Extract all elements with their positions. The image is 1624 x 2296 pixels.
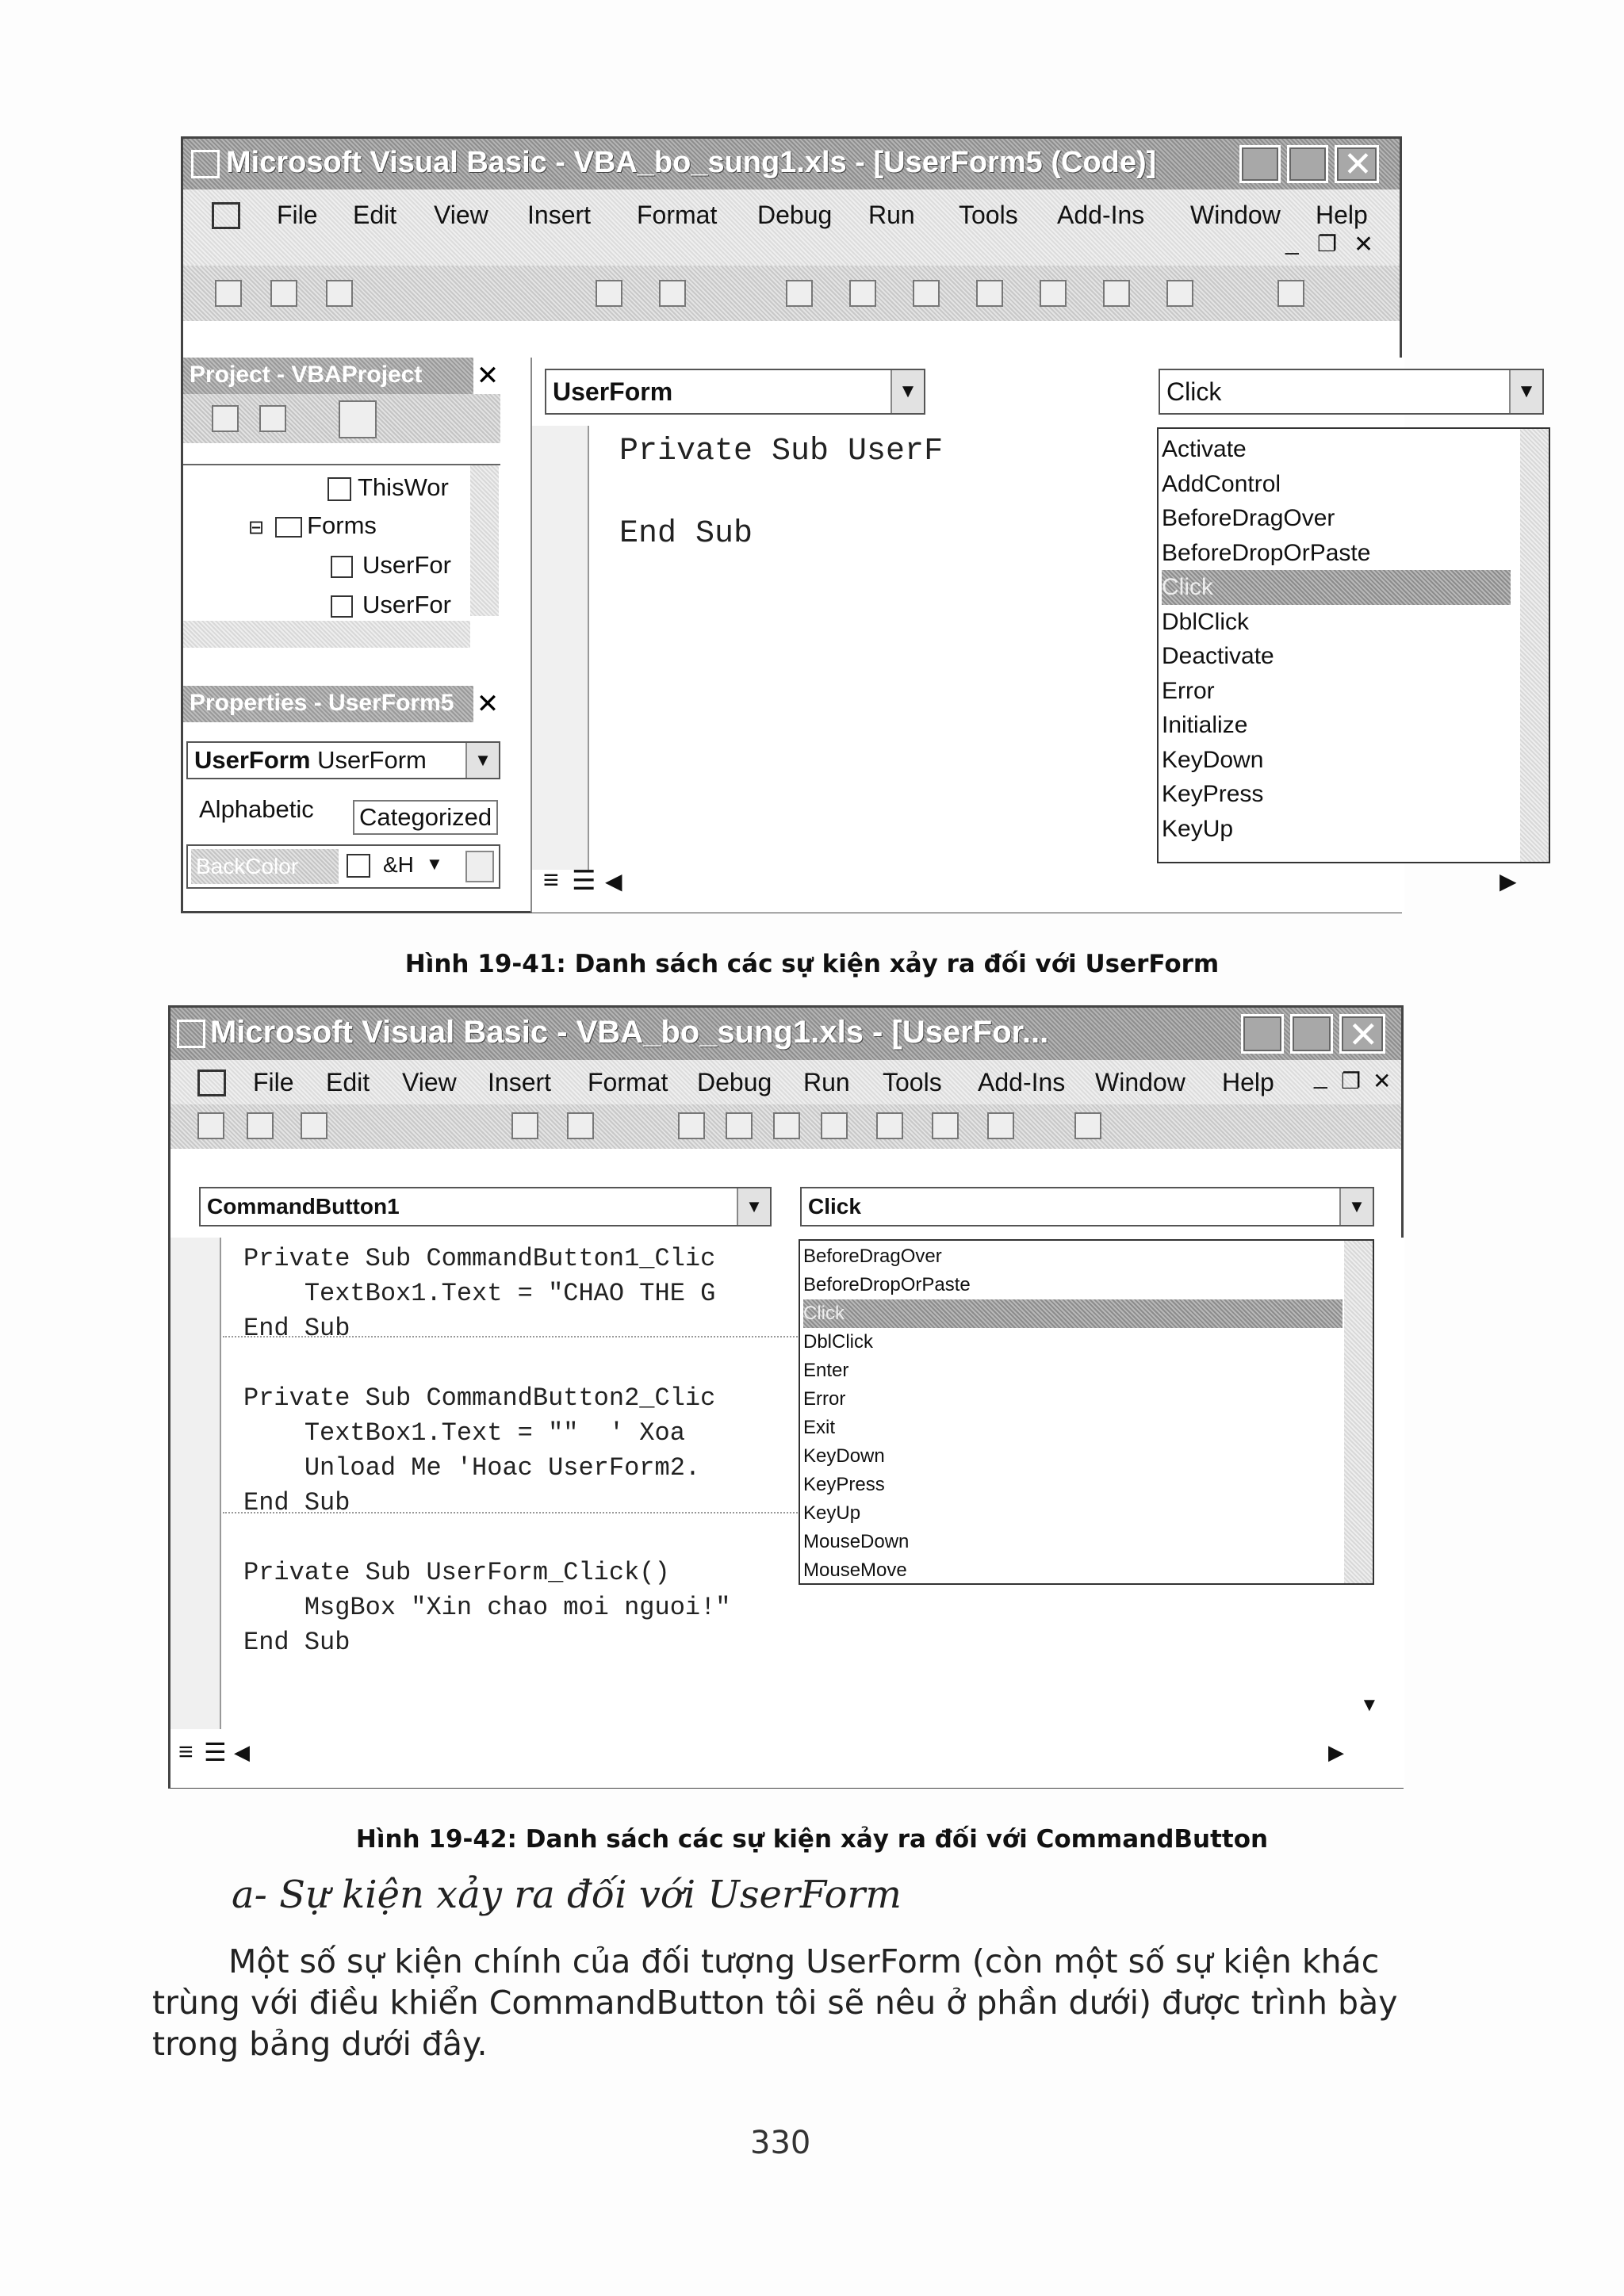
menu-bar [183, 189, 1400, 266]
tree-item-forms[interactable]: ⊟ Forms [248, 511, 377, 539]
save-icon[interactable] [326, 280, 353, 307]
help-icon[interactable] [1277, 280, 1304, 307]
chevron-down-icon[interactable]: ▼ [426, 854, 443, 874]
vba-app-icon [177, 1020, 205, 1048]
standard-toolbar [183, 266, 1400, 321]
menu-run[interactable]: Run [868, 201, 915, 229]
collapse-icon[interactable]: ⊟ [248, 517, 265, 538]
properties-close-icon[interactable]: ✕ [473, 686, 502, 722]
userform-icon [331, 595, 353, 618]
undo-icon[interactable] [659, 280, 686, 307]
chevron-down-icon[interactable]: ▼ [737, 1188, 770, 1225]
folder-icon [275, 517, 302, 538]
events-dropdown[interactable] [799, 1239, 1374, 1585]
property-name: BackColor [191, 849, 339, 884]
screenshot-figure-1 [181, 136, 1536, 913]
full-module-view-icon[interactable]: ☰ [572, 866, 596, 896]
window-title: Microsoft Visual Basic - VBA_bo_sung1.xls - [UserForm5 (Code)] [226, 146, 1157, 179]
page-number: 330 [750, 2125, 811, 2161]
close-button[interactable] [1335, 145, 1379, 183]
paragraph-line: trùng với điều khiển CommandButton tôi sẽ nêu ở phần dưới) được trình bày [152, 1984, 1398, 2022]
reset-icon[interactable] [773, 1112, 800, 1139]
help-icon[interactable] [1074, 1112, 1101, 1139]
code-line[interactable]: Private Sub UserF [619, 434, 944, 469]
property-row-backcolor[interactable] [186, 844, 500, 889]
menu-view[interactable]: View [434, 201, 488, 229]
mdi-minimize-icon[interactable]: _ [1314, 1063, 1327, 1089]
insert-userform-icon[interactable] [270, 280, 297, 307]
event-item-activate[interactable]: Activate [1162, 436, 1247, 462]
mdi-restore-icon[interactable]: ❐ [1341, 1069, 1362, 1093]
scroll-right-icon[interactable]: ▶ [1500, 869, 1517, 894]
title-bar [170, 1008, 1401, 1060]
menu-run[interactable]: Run [803, 1068, 850, 1096]
close-icon: ✕ [1348, 1013, 1379, 1056]
section-heading: a- Sự kiện xảy ra đối với UserForm [232, 1873, 902, 1917]
properties-window-icon[interactable] [932, 1112, 959, 1139]
design-mode-icon[interactable] [976, 280, 1003, 307]
event-item-mousemove[interactable]: MouseMove [803, 1559, 907, 1581]
object-combo[interactable]: UserForm ▼ [545, 369, 925, 415]
properties-panel-header: Properties - UserForm5 [183, 686, 473, 722]
event-item-keyup[interactable]: KeyUp [1162, 815, 1234, 842]
title-bar [183, 139, 1400, 189]
minimize-button[interactable] [1241, 1014, 1284, 1054]
menu-window[interactable]: Window [1190, 201, 1281, 229]
event-item-addcontrol[interactable]: AddControl [1162, 470, 1281, 497]
project-explorer-icon[interactable] [1040, 280, 1067, 307]
event-item-keydown[interactable]: KeyDown [803, 1445, 885, 1467]
mdi-minimize-icon[interactable]: _ [1285, 229, 1299, 255]
procedure-combo[interactable]: Click ▼ [1159, 369, 1544, 415]
screenshot-figure-2 [168, 1005, 1404, 1789]
break-icon[interactable] [849, 280, 876, 307]
userform-icon [212, 202, 240, 229]
project-scrollbar[interactable] [470, 465, 499, 616]
view-object-icon[interactable] [259, 405, 286, 432]
event-item-click[interactable]: Click [803, 1299, 1342, 1328]
menu-format[interactable]: Format [588, 1068, 668, 1096]
event-item-beforedroporpaste[interactable]: BeforeDropOrPaste [1162, 539, 1371, 566]
procedure-view-icon[interactable]: ≡ [543, 865, 559, 895]
find-icon[interactable] [511, 1112, 538, 1139]
properties-object-combo[interactable]: UserForm UserForm ▼ [186, 741, 500, 779]
code-line[interactable]: TextBox1.Text = "" ' Xoa [243, 1418, 685, 1448]
dropdown-scrollbar[interactable] [1520, 429, 1549, 862]
mdi-close-icon[interactable]: ✕ [1354, 232, 1374, 258]
break-icon[interactable] [726, 1112, 753, 1139]
event-item-beforedragover[interactable]: BeforeDragOver [803, 1246, 942, 1267]
excel-object-icon [327, 477, 351, 501]
code-line[interactable]: End Sub [243, 1488, 350, 1517]
tab-alphabetic[interactable]: Alphabetic [199, 795, 314, 823]
menu-edit[interactable]: Edit [326, 1068, 370, 1096]
maximize-button[interactable] [1287, 145, 1328, 183]
vba-app-icon [191, 150, 220, 178]
event-item-initialize[interactable]: Initialize [1162, 712, 1248, 738]
events-dropdown[interactable] [1157, 427, 1550, 863]
event-item-exit[interactable]: Exit [803, 1417, 836, 1438]
figure-2-caption: Hình 19-42: Danh sách các sự kiện xảy ra đối với CommandButton [355, 1825, 1269, 1854]
object-browser-icon[interactable] [987, 1112, 1014, 1139]
event-item-beforedragover[interactable]: BeforeDragOver [1162, 505, 1335, 531]
menu-help[interactable]: Help [1222, 1068, 1274, 1096]
event-item-keypress[interactable]: KeyPress [803, 1474, 885, 1495]
minimize-button[interactable] [1239, 145, 1281, 183]
code-line[interactable]: MsgBox "Xin chao moi nguoi!" [243, 1593, 731, 1622]
chevron-down-icon[interactable]: ▼ [891, 370, 924, 413]
procedure-combo[interactable]: Click ▼ [800, 1187, 1374, 1226]
event-item-mousedown[interactable]: MouseDown [803, 1531, 910, 1552]
menu-help[interactable]: Help [1316, 201, 1368, 229]
undo-icon[interactable] [567, 1112, 594, 1139]
object-browser-icon[interactable] [1166, 280, 1193, 307]
paragraph-line: trong bảng dưới đây. [152, 2025, 488, 2063]
event-item-click[interactable]: Click [1162, 570, 1511, 605]
code-line[interactable]: End Sub [243, 1314, 350, 1343]
menu-tools[interactable]: Tools [959, 201, 1018, 229]
event-item-keypress[interactable]: KeyPress [1162, 781, 1264, 807]
project-hscrollbar[interactable] [183, 621, 470, 648]
full-module-view-icon[interactable]: ☰ [204, 1738, 227, 1766]
event-item-enter[interactable]: Enter [803, 1360, 849, 1381]
reset-icon[interactable] [913, 280, 940, 307]
event-item-dblclick[interactable]: DblClick [1162, 608, 1250, 635]
properties-window-icon[interactable] [1103, 280, 1130, 307]
menu-add-ins[interactable]: Add-Ins [978, 1068, 1066, 1096]
code-line[interactable]: Private Sub CommandButton1_Clic [243, 1244, 716, 1273]
chevron-down-icon[interactable]: ▼ [1509, 370, 1542, 413]
event-item-beforedroporpaste[interactable]: BeforeDropOrPaste [803, 1274, 971, 1295]
menu-insert[interactable]: Insert [488, 1068, 552, 1096]
event-item-dblclick[interactable]: DblClick [803, 1331, 874, 1353]
event-item-keydown[interactable]: KeyDown [1162, 746, 1264, 773]
menu-debug[interactable]: Debug [697, 1068, 772, 1096]
property-value: &H [383, 852, 414, 877]
dropdown-scrollbar[interactable] [1344, 1241, 1373, 1583]
event-item-error[interactable]: Error [803, 1388, 846, 1410]
project-toolbar [183, 394, 500, 443]
paragraph-line: Một số sự kiện chính của đối tượng UserForm (còn một số sự kiện khác [228, 1942, 1380, 1980]
code-margin [170, 1238, 221, 1729]
run-icon[interactable] [678, 1112, 705, 1139]
userform-icon [331, 556, 353, 578]
figure-1-caption: Hình 19-41: Danh sách các sự kiện xảy ra đối với UserForm [404, 950, 1220, 978]
ellipsis-button[interactable] [465, 851, 494, 882]
tree-item-userform-b[interactable]: UserFor [331, 591, 451, 619]
scroll-right-icon[interactable]: ▶ [1328, 1740, 1344, 1764]
mdi-restore-icon[interactable]: ❐ [1317, 232, 1338, 256]
insert-userform-icon[interactable] [247, 1112, 274, 1139]
menu-insert[interactable]: Insert [527, 201, 592, 229]
menu-add-ins[interactable]: Add-Ins [1057, 201, 1145, 229]
code-line[interactable]: Unload Me 'Hoac UserForm2. [243, 1453, 701, 1483]
view-excel-icon[interactable] [197, 1112, 224, 1139]
menu-view[interactable]: View [402, 1068, 457, 1096]
scroll-left-icon[interactable]: ◀ [234, 1740, 250, 1764]
project-close-icon[interactable]: ✕ [473, 358, 502, 394]
object-combo[interactable]: CommandButton1 ▼ [199, 1187, 772, 1226]
code-line[interactable]: Private Sub CommandButton2_Clic [243, 1383, 716, 1413]
code-line[interactable]: End Sub [243, 1628, 350, 1657]
view-code-icon[interactable] [212, 405, 239, 432]
close-icon: ✕ [1343, 144, 1373, 185]
menu-debug[interactable]: Debug [757, 201, 833, 229]
project-explorer-icon[interactable] [876, 1112, 903, 1139]
project-tree [183, 464, 500, 648]
mdi-close-icon[interactable]: ✕ [1373, 1069, 1392, 1093]
save-icon[interactable] [301, 1112, 327, 1139]
menu-tools[interactable]: Tools [883, 1068, 942, 1096]
menu-window[interactable]: Window [1095, 1068, 1185, 1096]
code-line[interactable]: Private Sub UserForm_Click() [243, 1558, 670, 1587]
close-button[interactable] [1339, 1014, 1385, 1054]
design-mode-icon[interactable] [821, 1112, 848, 1139]
event-item-deactivate[interactable]: Deactivate [1162, 643, 1274, 669]
userform-icon [197, 1070, 226, 1096]
menu-file[interactable]: File [253, 1068, 294, 1096]
scroll-left-icon[interactable]: ◀ [605, 869, 622, 894]
toggle-folders-icon[interactable] [339, 400, 377, 438]
run-icon[interactable] [786, 280, 813, 307]
standard-toolbar [170, 1104, 1401, 1149]
chevron-down-icon[interactable]: ▼ [465, 743, 499, 778]
menu-edit[interactable]: Edit [353, 201, 397, 229]
maximize-button[interactable] [1290, 1014, 1333, 1054]
tab-categorized[interactable]: Categorized [353, 800, 498, 835]
scroll-down-icon[interactable]: ▼ [1360, 1694, 1379, 1716]
project-panel-header: Project - VBAProject [183, 358, 473, 394]
event-item-keyup[interactable]: KeyUp [803, 1502, 861, 1524]
window-title: Microsoft Visual Basic - VBA_bo_sung1.xls - [UserFor... [210, 1015, 1049, 1050]
paragraph [152, 1941, 1421, 2064]
code-line[interactable]: TextBox1.Text = "CHAO THE G [243, 1279, 716, 1308]
code-line[interactable]: End Sub [619, 516, 753, 552]
tree-item-userform-a[interactable]: UserFor [331, 551, 451, 580]
tree-item-thisworkbook[interactable]: ThisWor [327, 473, 449, 502]
menu-format[interactable]: Format [637, 201, 718, 229]
find-icon[interactable] [596, 280, 622, 307]
procedure-view-icon[interactable]: ≡ [178, 1737, 193, 1766]
menu-bar [170, 1060, 1401, 1104]
view-excel-icon[interactable] [215, 280, 242, 307]
code-margin [532, 426, 589, 870]
menu-file[interactable]: File [277, 201, 318, 229]
chevron-down-icon[interactable]: ▼ [1339, 1188, 1373, 1225]
event-item-error[interactable]: Error [1162, 677, 1215, 704]
color-swatch-icon [347, 854, 370, 878]
